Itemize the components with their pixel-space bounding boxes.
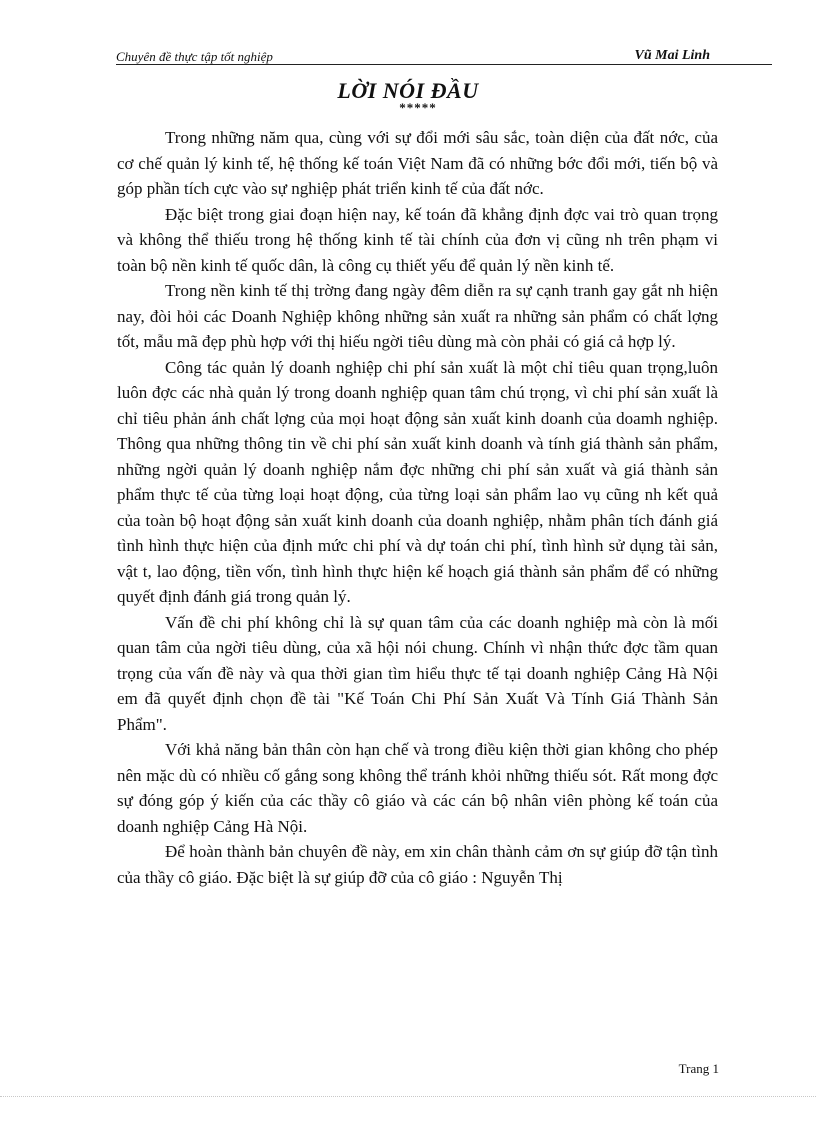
document-body — [117, 125, 718, 890]
paragraph-3: Trong nền kinh tế thị trờng đang ngày đêm diễn ra sự cạnh tranh gay gắt nh hiện nay, đòi hỏi các Doanh Nghiệp không những sản xuất ra những sản phẩm có chất lợng tốt, mẫu mã đẹp phù hợp với thị hiếu ngời tiêu dùng mà còn phải có giá cả hợp lý. — [117, 281, 718, 351]
page-title: LỜI NÓI ĐẦU — [337, 78, 479, 103]
page-bottom-divider — [0, 1096, 816, 1097]
paragraph-5: Vấn đề chi phí không chỉ là sự quan tâm của các doanh nghiệp mà còn là mối quan tâm của ngời tiêu dùng, của xã hội nói chung. Chính vì nhận thức đợc tầm quan trọng của vấn đề này và qua thời gian tìm hiểu thực tế tại doanh nghiệp Cảng Hà Nội em đã quyết định chọn đề tài "Kế Toán Chi Phí Sản Xuất Và Tính Giá Thành Sản Phẩm". — [117, 612, 718, 734]
paragraph-4: Công tác quản lý doanh nghiệp chi phí sản xuất là một chỉ tiêu quan trọng,luôn luôn đợc các nhà quản lý trong doanh nghiệp quan tâm chú trọng, vì chi phí sản xuất là chỉ tiêu phản ánh chất lợng của mọi hoạt động sản xuất kinh doanh của doamh nghiệp. Thông qua những thông tin về chi phí sản xuất kinh doanh và tính giá thành sản phẩm, những ngời quản lý doanh nghiệp nắm đợc những chi phí sản xuất và giá thành sản phẩm thực tế của từng loại hoạt động, của từng loại sản phẩm lao vụ cũng nh kết quả của toàn bộ hoạt động sản xuất kinh doanh của doanh nghiệp, nhằm phân tích đánh giá tình hình thực hiện của định mức chi phí và dự toán chi phí, tình hình sử dụng tài sản, vật t, lao động, tiền vốn, tình hình thực hiện kế hoạch giá thành sản phẩm để có những quyết định đánh giá trong quản lý. — [117, 357, 718, 606]
paragraph-2: Đặc biệt trong giai đoạn hiện nay, kế toán đã khẳng định đợc vai trò quan trọng và không thể thiếu trong hệ thống kinh tế tài chính của đơn vị cũng nh trên phạm vi toàn bộ nền kinh tế quốc dân, là công cụ thiết yếu để quản lý nền kinh tế. — [117, 204, 718, 275]
title-ornament: ***** — [399, 100, 437, 115]
header-document-type: Chuyên đề thực tập tốt nghiệp — [116, 49, 273, 64]
header-author-name: Vũ Mai Linh — [634, 48, 710, 63]
paragraph-1: Trong những năm qua, cùng với sự đổi mới sâu sắc, toàn diện của đất nớc, của cơ chế quản lý kinh tế, hệ thống kế toán Việt Nam đã có những bớc đổi mới, tiến bộ và góp phần tích cực vào sự nghiệp phát triển kinh tế của đất nớc. — [117, 128, 718, 198]
paragraph-6: Với khả năng bản thân còn hạn chế và trong điều kiện thời gian không cho phép nên mặc dù có nhiều cố gắng song không thể tránh khỏi những thiếu sót. Rất mong đợc sự đóng góp ý kiến của các thầy cô giáo và các cán bộ nhân viên phòng kế toán của doanh nghiệp Cảng Hà Nội. — [117, 740, 718, 836]
paragraph-7: Để hoàn thành bản chuyên đề này, em xin chân thành cảm ơn sự giúp đỡ tận tình của thầy cô giáo. Đặc biệt là sự giúp đỡ của cô giáo : Nguyễn Thị — [117, 842, 718, 887]
page-number: Trang 1 — [678, 1061, 719, 1076]
page-header — [116, 50, 772, 65]
